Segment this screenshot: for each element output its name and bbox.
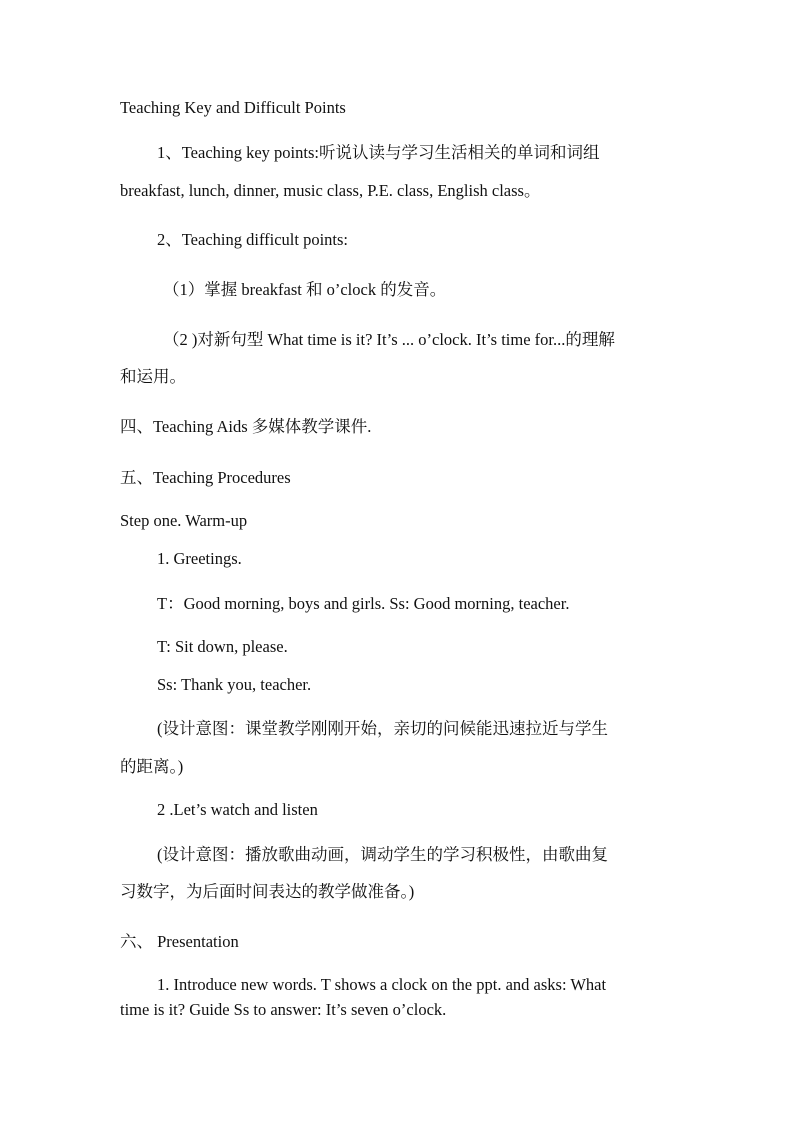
step-one-heading: Step one. Warm-up	[120, 511, 248, 530]
key-points-line-1: 1、Teaching key points:听说认读与学习生活相关的单词和词组	[157, 143, 600, 162]
design-intent-2-line-1: (设计意图：播放歌曲动画，调动学生的学习积极性，由歌曲复	[157, 845, 608, 864]
dialog-line-2: T: Sit down, please.	[157, 637, 288, 656]
teaching-aids: 四、Teaching Aids 多媒体教学课件.	[120, 417, 372, 436]
design-intent-1-line-1: (设计意图：课堂教学刚刚开始，亲切的问候能迅速拉近与学生	[157, 719, 608, 738]
presentation-line-1: 1. Introduce new words. T shows a clock on the ppt. and asks: What	[157, 975, 607, 994]
section-title: Teaching Key and Difficult Points	[120, 98, 346, 117]
greetings: 1. Greetings.	[157, 549, 242, 568]
presentation-heading: 六、 Presentation	[120, 932, 239, 951]
difficult-points-heading: 2、Teaching difficult points:	[157, 230, 349, 249]
presentation-line-2: time is it? Guide Ss to answer: It’s seven o’clock.	[120, 1000, 447, 1019]
dialog-line-1: T：Good morning, boys and girls. Ss: Good morning, teacher.	[157, 594, 570, 613]
watch-and-listen: 2 .Let’s watch and listen	[157, 800, 318, 819]
design-intent-1-line-2: 的距离。)	[120, 757, 184, 776]
key-points-line-2: breakfast, lunch, dinner, music class, P.E. class, English class。	[120, 181, 541, 200]
dialog-line-3: Ss: Thank you, teacher.	[157, 675, 312, 694]
teaching-procedures-heading: 五、Teaching Procedures	[120, 468, 291, 487]
difficult-point-1: （1）掌握 breakfast 和 o’clock 的发音。	[163, 280, 447, 299]
difficult-point-2-line-2: 和运用。	[120, 367, 186, 386]
design-intent-2-line-2: 习数字，为后面时间表达的教学做准备。)	[120, 882, 415, 901]
difficult-point-2-line-1: （2 )对新句型 What time is it? It’s ... o’clock. It’s time for...的理解	[163, 330, 615, 349]
